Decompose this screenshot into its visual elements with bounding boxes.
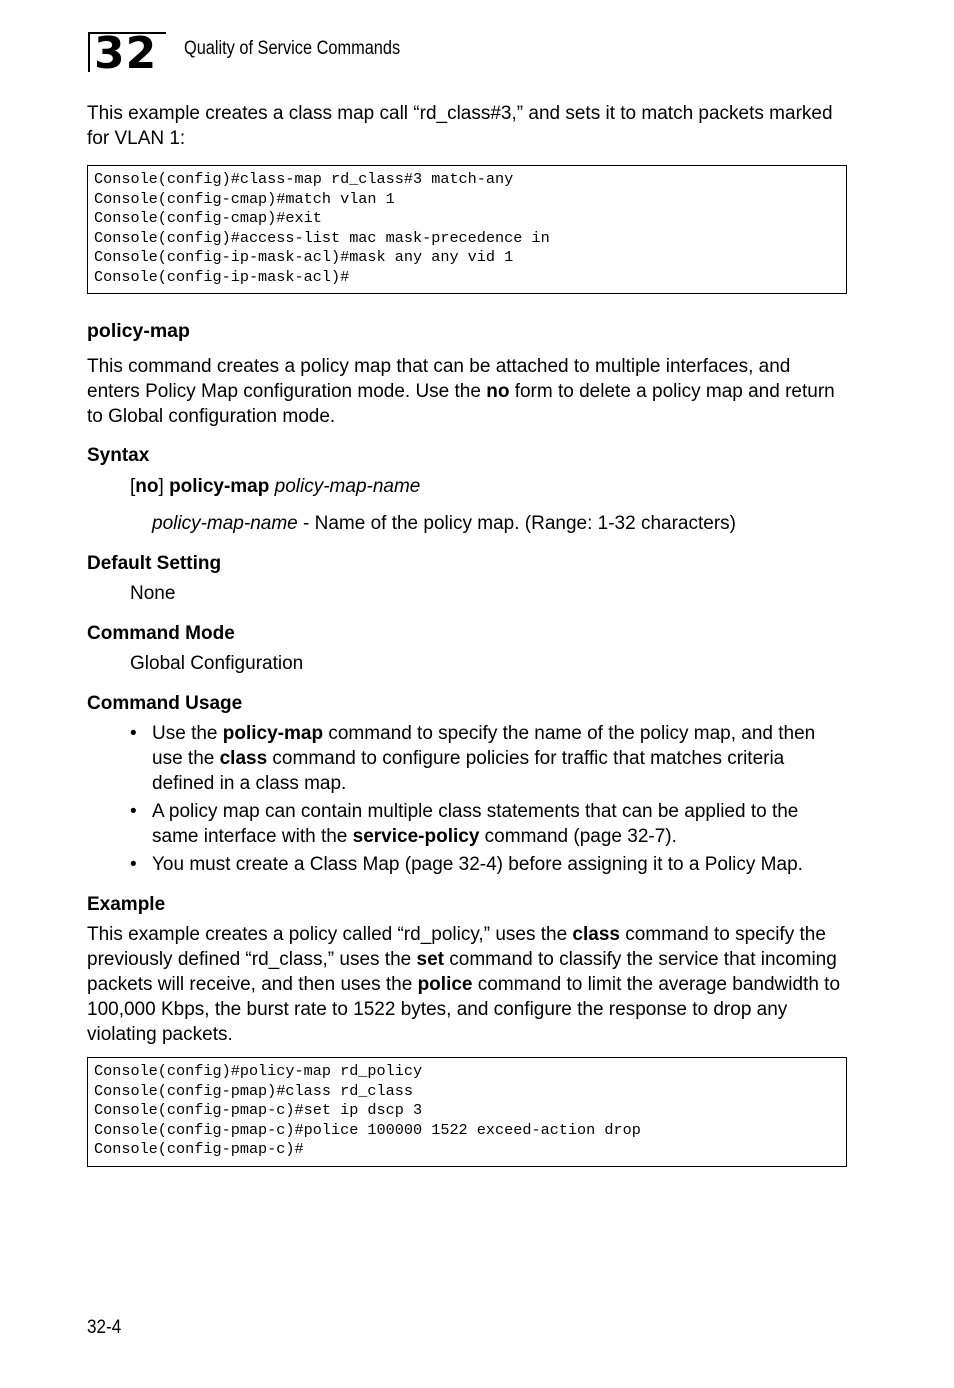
code-line: Console(config)#class-map rd_class#3 match-any	[94, 170, 514, 188]
code-line: Console(config-pmap-c)#police 100000 1522 exceed-action drop	[94, 1120, 641, 1139]
bullet-icon: •	[130, 854, 137, 875]
code-line: Console(config)#access-list mac mask-precedence in	[94, 228, 550, 247]
command-usage-heading: Command Usage	[87, 693, 243, 714]
syntax-heading: Syntax	[87, 445, 150, 466]
command-usage-list	[87, 721, 847, 877]
bullet-icon: •	[130, 801, 137, 822]
chapter-number: 32	[88, 32, 166, 72]
syntax-line: [no] policy-map policy-map-name	[130, 476, 421, 497]
list-item: • You must create a Class Map (page 32-4) before assigning it to a Policy Map.	[130, 854, 803, 875]
example-paragraph: This example creates a policy called “rd_policy,” uses the class command to specify the previously defined “rd_class,” uses the set command to classify the service that incoming packets will receive, and then uses the police command to limit the average bandwidth to 100,000 Kbps, the burst rate to 1522 bytes, and configure the response to drop any violating packets.	[87, 924, 841, 1045]
example-heading: Example	[87, 894, 166, 915]
default-setting-heading: Default Setting	[87, 553, 222, 574]
list-item: • Use the policy-map command to specify the name of the policy map, and then use the class command to configure policies for traffic that matches criteria defined in a class map.	[130, 723, 816, 794]
page-content	[87, 101, 847, 1167]
command-mode-heading: Command Mode	[87, 623, 235, 644]
code-line: Console(config-cmap)#match vlan 1	[94, 189, 395, 208]
code-line: Console(config-cmap)#exit	[94, 209, 322, 227]
syntax-param-desc: policy-map-name - Name of the policy map. (Range: 1-32 characters)	[152, 513, 736, 534]
code-line: Console(config-pmap)#class rd_class	[94, 1081, 413, 1100]
code-line: Console(config-pmap-c)#set ip dscp 3	[94, 1101, 423, 1119]
code-block-policy-map	[87, 1057, 847, 1167]
section-title: policy-map	[87, 320, 190, 342]
bullet-icon: •	[130, 723, 137, 744]
list-item: • A policy map can contain multiple class statements that can be applied to the same interface with the service-policy command (page 32-7).	[130, 801, 799, 847]
code-line: Console(config)#policy-map rd_policy	[94, 1062, 423, 1080]
chapter-title: Quality of Service Commands	[184, 38, 401, 59]
code-line: Console(config-ip-mask-acl)#	[94, 267, 350, 286]
code-line: Console(config-ip-mask-acl)#mask any any vid 1	[94, 248, 514, 266]
description-paragraph: This command creates a policy map that can be attached to multiple interfaces, and enters Policy Map configuration mode. Use the no form to delete a policy map and return to Global configuration mode.	[87, 356, 835, 427]
code-line: Console(config-pmap-c)#	[94, 1140, 304, 1158]
default-setting-value: None	[130, 583, 176, 604]
page-number: 32-4	[87, 1317, 122, 1338]
command-mode-value: Global Configuration	[130, 653, 304, 674]
code-block-class-map	[87, 165, 847, 294]
intro-paragraph: This example creates a class map call “rd_class#3,” and sets it to match packets marked for VLAN 1:	[87, 103, 833, 149]
